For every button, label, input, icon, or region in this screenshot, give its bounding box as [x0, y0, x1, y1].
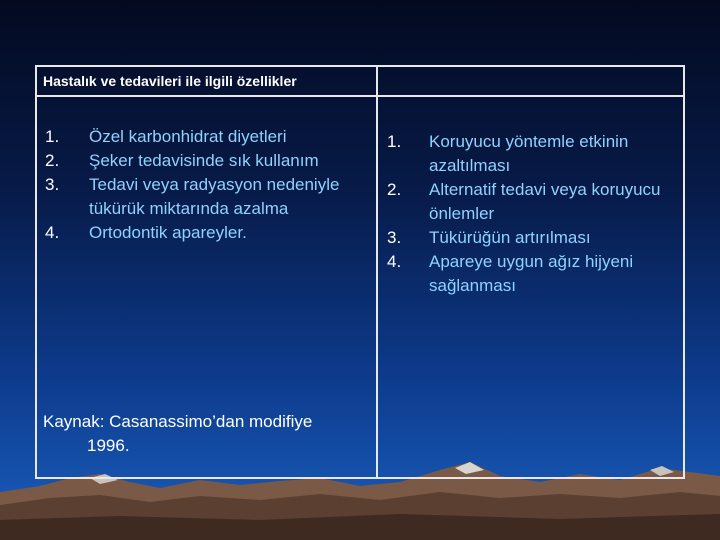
- list-number: 2.: [387, 180, 402, 199]
- table-header-empty-cell: [378, 67, 683, 97]
- list-number: 1.: [387, 132, 402, 151]
- list-item: [387, 178, 677, 226]
- content-table: [35, 65, 685, 479]
- list-number: 4.: [45, 223, 60, 242]
- disease-features-list: [45, 125, 365, 245]
- source-line-1: Kaynak: Casanassimo’dan modifiye: [43, 412, 313, 431]
- table-header: Hastalık ve tedavileri ile ilgili özellikler: [37, 67, 378, 97]
- list-item: [387, 226, 677, 250]
- list-item: [45, 221, 365, 245]
- column-divider: [376, 97, 378, 477]
- list-text: Özel karbonhidrat diyetleri: [89, 127, 287, 146]
- list-number: 3.: [45, 175, 60, 194]
- list-text: Tükürüğün artırılması: [429, 228, 591, 247]
- source-citation: [43, 410, 363, 458]
- source-line-2: 1996.: [87, 436, 130, 455]
- list-text: Apareye uygun ağız hijyeni sağlanması: [429, 252, 634, 295]
- list-text: Şeker tedavisinde sık kullanım: [89, 151, 319, 170]
- list-item: [45, 125, 365, 149]
- list-number: 2.: [45, 151, 60, 170]
- list-number: 4.: [387, 252, 402, 271]
- treatment-list: [387, 130, 677, 298]
- list-text: Alternatif tedavi veya koruyucu önlemler: [429, 180, 661, 223]
- list-number: 1.: [45, 127, 60, 146]
- list-item: [45, 173, 365, 221]
- list-text: Ortodontik apareyler.: [89, 223, 247, 242]
- list-number: 3.: [387, 228, 402, 247]
- list-item: [387, 130, 677, 178]
- list-text: Koruyucu yöntemle etkinin azaltılması: [429, 132, 629, 175]
- list-item: [387, 250, 677, 298]
- list-text: Tedavi veya radyasyon nedeniyle tükürük miktarında azalma: [89, 175, 340, 218]
- list-item: [45, 149, 365, 173]
